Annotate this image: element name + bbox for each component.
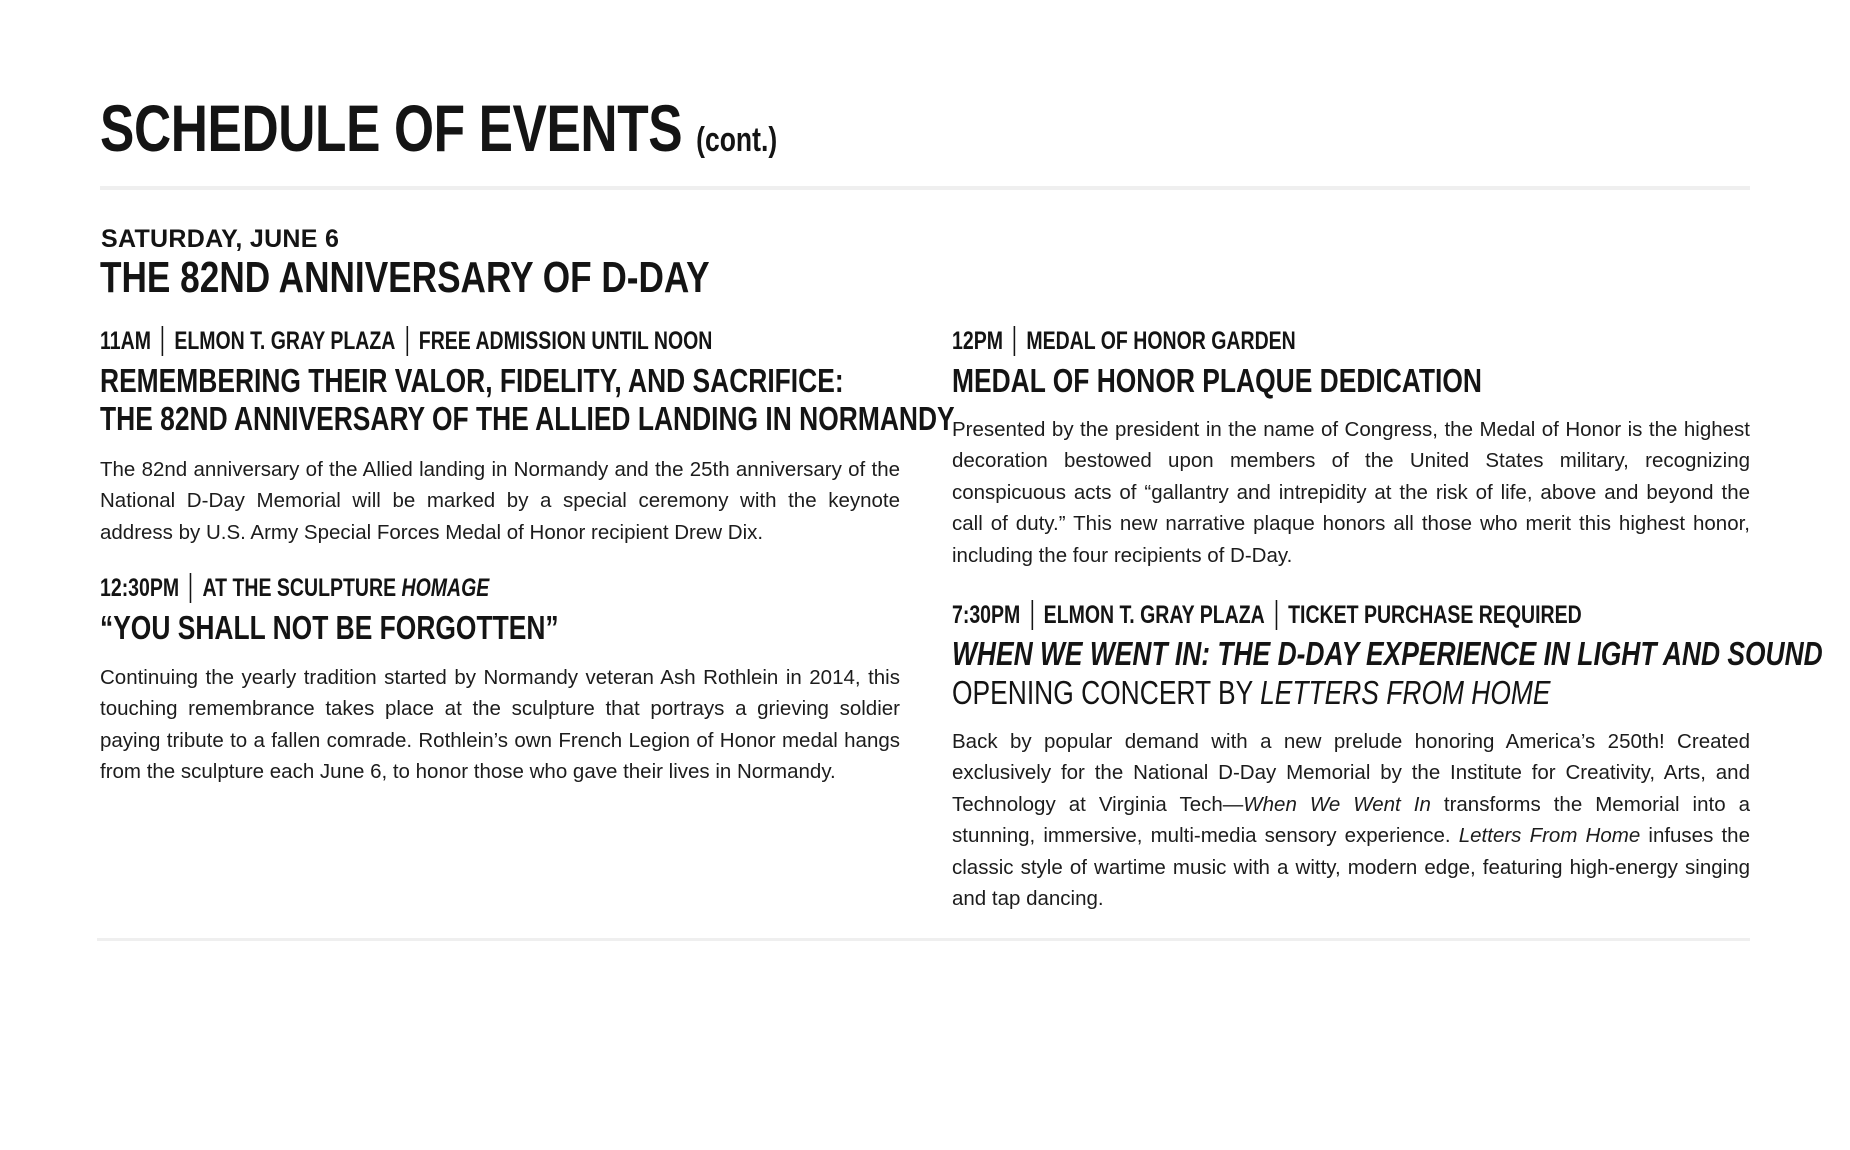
event-description: The 82nd anniversary of the Allied landing in Normandy and the 25th anniversary of the National D-Day Memorial will be marked by a special ceremony with the keynote address by U.S. Army Special Forces Medal of Honor recipient Drew Dix. (100, 458, 900, 544)
event-location: MEDAL OF HONOR GARDEN (1026, 327, 1296, 355)
bottom-divider (97, 938, 1750, 941)
desc-part-1: Back by popular demand with a new prelude honoring America’s 250th! Created exclusively for the National D-Day Memorial by the Institute for Creativity, Arts, and Technology at Virginia Tech— (952, 730, 1750, 816)
day-title: THE 82ND ANNIVERSARY OF D-DAY (100, 253, 710, 302)
event-location: AT THE SCULPTURE (202, 574, 397, 602)
separator (190, 573, 192, 603)
separator (406, 326, 408, 356)
top-divider (100, 186, 1750, 190)
event-meta (952, 326, 1296, 356)
event-headline-line-1: REMEMBERING THEIR VALOR, FIDELITY, AND SACRIFICE: (100, 362, 844, 399)
event-description: Continuing the yearly tradition started by Normandy veteran Ash Rothlein in 2014, this touching remembrance takes place at the sculpture that portrays a grieving soldier paying tribute to a fallen comrade. Rothlein’s own French Legion of Honor medal hangs from the sculpture each June 6, to honor those who gave their lives in Normandy. (100, 666, 900, 784)
event-meta (100, 326, 712, 356)
event-subheadline (952, 674, 1551, 712)
event-headline: MEDAL OF HONOR PLAQUE DEDICATION (952, 362, 1482, 399)
day-date: SATURDAY, JUNE 6 (101, 225, 340, 253)
subheadline-prefix-text: OPENING CONCERT BY (952, 674, 1253, 711)
event-description (952, 726, 1750, 914)
subheadline-prefix (952, 674, 1551, 711)
event-headline: WHEN WE WENT IN: THE D-DAY EXPERIENCE IN LIGHT AND SOUND (952, 635, 1823, 672)
page-title (100, 93, 777, 175)
separator (1014, 326, 1016, 356)
event-time: 12:30PM (100, 574, 180, 602)
event-headline: “YOU SHALL NOT BE FORGOTTEN” (100, 609, 559, 646)
event-note: FREE ADMISSION UNTIL NOON (418, 327, 713, 355)
event-location: ELMON T. GRAY PLAZA (174, 327, 396, 355)
event-time: 12PM (952, 327, 1003, 355)
event-description: Presented by the president in the name of Congress, the Medal of Honor is the highest decoration bestowed upon members of the United States military, recognizing conspicuous acts of “gallantry and intrepidity at the risk of life, above and beyond the call of duty.” This new narrative plaque honors all those who merit this highest honor, including the four recipients of D-Day. (952, 418, 1750, 567)
desc-part-2: transforms the Memorial into a stunning, immersive, multi-media sensory experience. (952, 792, 1751, 848)
event-location-italic: HOMAGE (401, 574, 490, 602)
event-headline-line-2: THE 82ND ANNIVERSARY OF THE ALLIED LANDING IN NORMANDY (100, 400, 955, 437)
subheadline-italic: LETTERS FROM HOME (1260, 674, 1551, 711)
desc-italic-1: When We Went In (1243, 792, 1431, 816)
page-title-text: SCHEDULE OF EVENTS (100, 91, 683, 165)
event-meta (952, 600, 1582, 630)
page-title-suffix: (cont.) (696, 121, 778, 159)
event-note: TICKET PURCHASE REQUIRED (1288, 601, 1582, 629)
desc-part-3: infuses the classic style of wartime music with a witty, modern edge, featuring high-energy singing and tap dancing. (952, 824, 1750, 911)
separator (1031, 600, 1033, 630)
separator (162, 326, 164, 356)
event-meta (100, 573, 489, 603)
event-location: ELMON T. GRAY PLAZA (1043, 601, 1265, 629)
event-time: 7:30PM (952, 601, 1021, 629)
desc-italic-2: Letters From Home (1458, 824, 1641, 848)
event-time: 11AM (100, 327, 151, 355)
separator (1276, 600, 1278, 630)
